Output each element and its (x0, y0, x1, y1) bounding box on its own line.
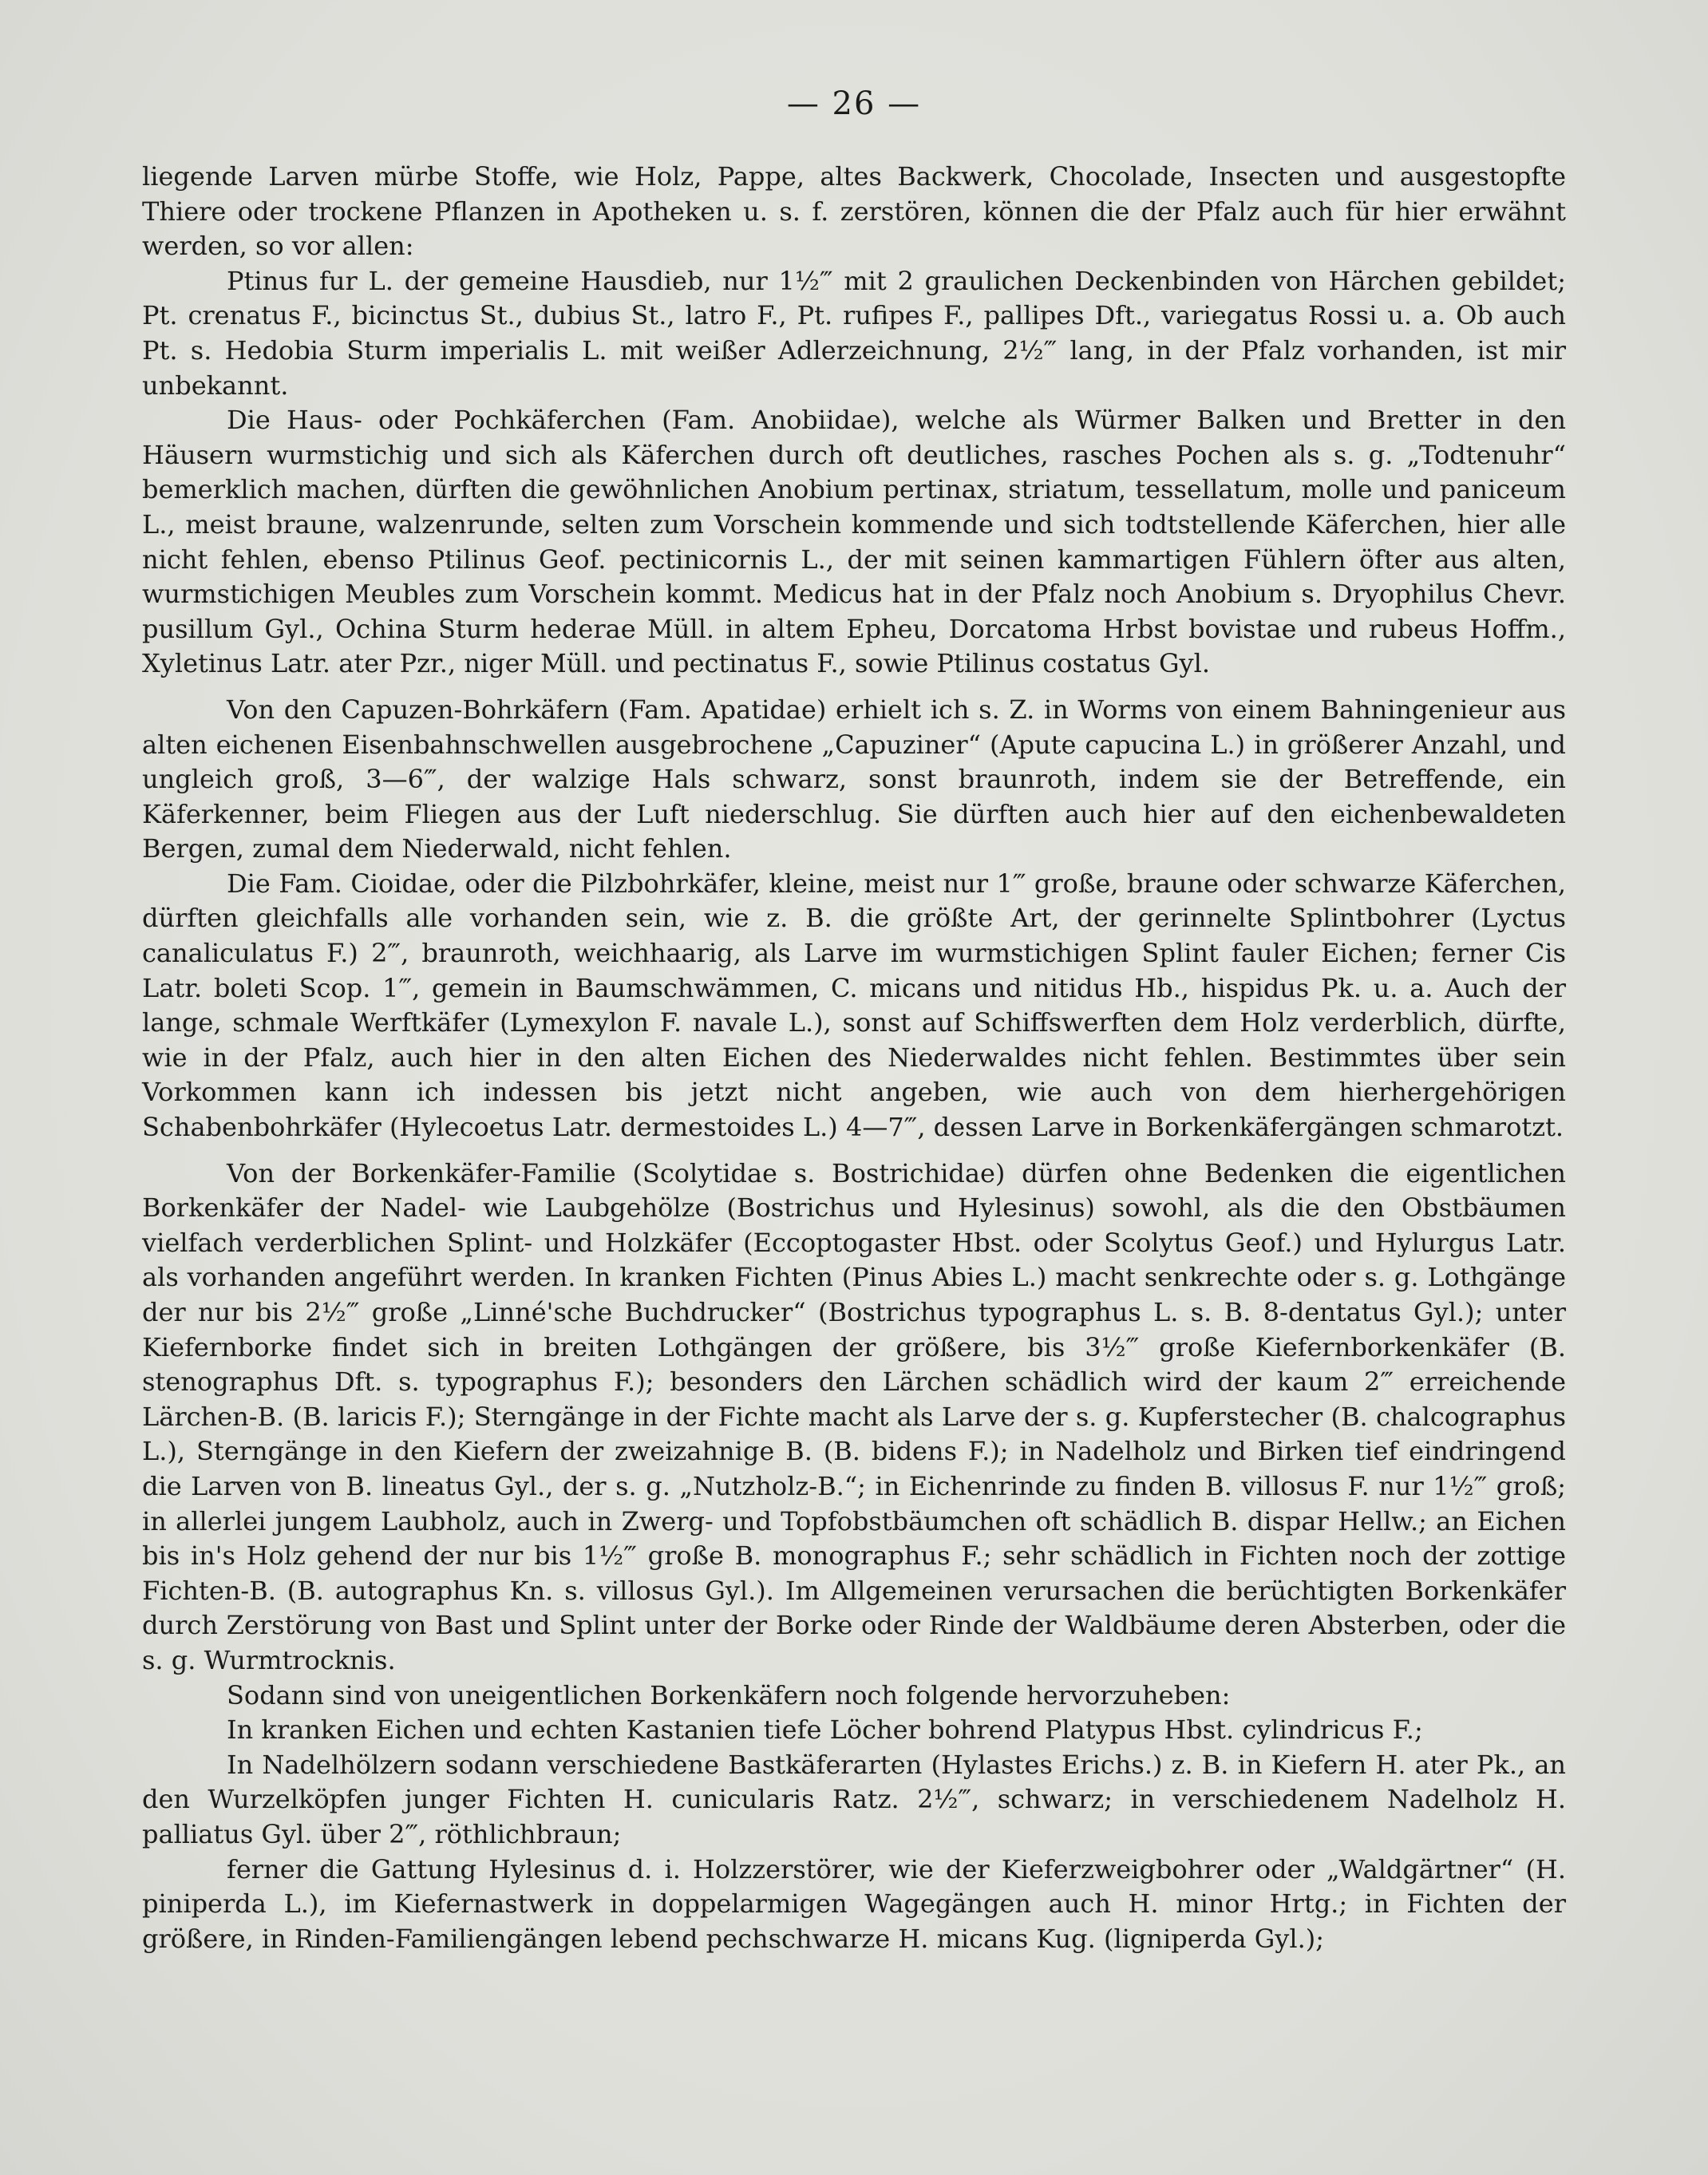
paragraph-apatidae: Von den Capuzen-Bohrkäfern (Fam. Apatidae) erhielt ich s. Z. in Worms von einem Bahningenieur aus alten eichenen Eisenbahnschwellen ausgebrochene „Capuziner“ (Apute capucina L.) in größerer Anzahl, und ungleich groß, 3—6‴, der walzige Hals schwarz, sonst braunroth, indem sie der Betreffende, ein Käferkenner, beim Fliegen aus der Luft niederschlug. Sie dürften auch hier auf den eichenbewaldeten Bergen, zumal dem Niederwald, nicht fehlen. (142, 694, 1566, 864)
paragraph-scolytidae: Von der Borkenkäfer-Familie (Scolytidae s. Bostrichidae) dürfen ohne Bedenken die eigentlichen Borkenkäfer der Nadel- wie Laubgehölze (Bostrichus und Hylesinus) sowohl, als die den Obstbäumen vielfach verderblichen Splint- und Holzkäfer (Eccoptogaster Hbst. oder Scolytus Geof.) und Hylurgus Latr. als vorhanden angeführt werden. In kranken Fichten (Pinus Abies L.) macht senkrechte oder s. g. Lothgänge der nur bis 2½‴ große „Linné'sche Buchdrucker“ (Bostrichus typographus L. s. B. 8-dentatus Gyl.); unter Kiefernborke findet sich in breiten Lothgängen der größere, bis 3½‴ große Kiefernborkenkäfer (B. stenographus Dft. s. typographus F.); besonders den Lärchen schädlich wird der kaum 2‴ erreichende Lärchen-B. (B. laricis F.); Sterngänge in der Fichte macht als Larve der s. g. Kupferstecher (B. chalcographus L.), Sterngänge in den Kiefern der zweizahnige B. (B. bidens F.); in Nadelholz und Birken tief eindringend die Larven von B. lineatus Gyl., der s. g. „Nutzholz-B.“; in Eichenrinde zu finden B. villosus F. nur 1½‴ groß; in allerlei jungem Laubholz, auch in Zwerg- und Topfobstbäumchen oft schädlich B. dispar Hellw.; an Eichen bis in's Holz gehend der nur bis 1½‴ große B. monographus F.; sehr schädlich in Fichten noch der zottige Fichten-B. (B. autographus Kn. s. villosus Gyl.). Im Allgemeinen verursachen die berüchtigten Borkenkäfer durch Zerstörung von Bast und Splint unter der Borke oder Rinde der Waldbäume deren Absterben, oder die s. g. Wurmtrocknis. (142, 1157, 1566, 1675)
paragraph-hylastes: In Nadelhölzern sodann verschiedene Bastkäferarten (Hylastes Erichs.) z. B. in Kiefern H. ater Pk., an den Wurzelköpfen junger Fichten H. cunicularis Ratz. 2½‴, schwarz; in verschiedenem Nadelholz H. palliatus Gyl. über 2‴, röthlichbraun; (142, 1749, 1566, 1849)
paragraph-cioidae: Die Fam. Cioidae, oder die Pilzbohrkäfer, kleine, meist nur 1‴ große, braune oder schwarze Käferchen, dürften gleichfalls alle vorhanden sein, wie z. B. die größte Art, der gerinnelte Splintbohrer (Lyctus canaliculatus F.) 2‴, braunroth, weichhaarig, als Larve im wurmstichigen Splint fauler Eichen; ferner Cis Latr. boleti Scop. 1‴, gemein in Baumschwämmen, C. micans und nitidus Hb., hispidus Pk. u. a. Auch der lange, schmale Werftkäfer (Lymexylon F. navale L.), sonst auf Schiffswerften dem Holz verderblich, dürfte, wie in der Pfalz, auch hier in den alten Eichen des Niederwaldes nicht fehlen. Bestimmtes über sein Vorkommen kann ich indessen bis jetzt nicht angeben, wie auch von dem hierhergehörigen Schabenbohrkäfer (Hylecoetus Latr. dermestoides L.) 4—7‴, dessen Larve in Borkenkäfergängen schmarotzt. (142, 868, 1566, 1143)
page-number: — 26 — (786, 85, 922, 122)
paragraph-anobiidae: Die Haus- oder Pochkäferchen (Fam. Anobiidae), welche als Würmer Balken und Bretter in den Häusern wurmstichig und sich als Käferchen durch oft deutliches, rasches Pochen als s. g. „Todtenuhr“ bemerklich machen, dürften die gewöhnlichen Anobium pertinax, striatum, tessellatum, molle und paniceum L., meist braune, walzenrunde, selten zum Vorschein kommende und sich todtstellende Käferchen, hier alle nicht fehlen, ebenso Ptilinus Geof. pectinicornis L., der mit seinen kammartigen Fühlern öfter aus alten, wurmstichigen Meubles zum Vorschein kommt. Medicus hat in der Pfalz noch Anobium s. Dryophilus Chevr. pusillum Gyl., Ochina Sturm hederae Müll. in altem Epheu, Dorcatoma Hrbst bovistae und rubeus Hoffm., Xyletinus Latr. ater Pzr., niger Müll. und pectinatus F., sowie Ptilinus costatus Gyl. (142, 405, 1566, 679)
page-body (142, 160, 1566, 1956)
paragraph-ptinus: Ptinus fur L. der gemeine Hausdieb, nur 1½‴ mit 2 graulichen Deckenbinden von Härchen gebildet; Pt. crenatus F., bicinctus St., dubius St., latro F., Pt. rufipes F., pallipes Dft., variegatus Rossi u. a. Ob auch Pt. s. Hedobia Sturm imperialis L. mit weißer Adlerzeichnung, 2½‴ lang, in der Pfalz vorhanden, ist mir unbekannt. (142, 265, 1566, 401)
paragraph-platypus: In kranken Eichen und echten Kastanien tiefe Löcher bohrend Platypus Hbst. cylindricus F.; (227, 1714, 1423, 1746)
paragraph-hylesinus: ferner die Gattung Hylesinus d. i. Holzzerstörer, wie der Kieferzweigbohrer oder „Waldgärtner“ (H. piniperda L.), im Kiefernastwerk in doppelarmigen Wagegängen auch H. minor Hrtg.; in Fichten der größere, in Rinden-Familiengängen lebend pechschwarze H. micans Kug. (ligniperda Gyl.); (142, 1853, 1566, 1954)
paragraph-continued: liegende Larven mürbe Stoffe, wie Holz, Pappe, altes Backwerk, Chocolade, Insecten und ausgestopfte Thiere oder trockene Pflanzen in Apotheken u. s. f. zerstören, können die der Pfalz auch für hier erwähnt werden, so vor allen: (142, 161, 1566, 262)
paragraph-uneigentliche: Sodann sind von uneigentlichen Borkenkäfern noch folgende hervorzuheben: (227, 1679, 1231, 1710)
